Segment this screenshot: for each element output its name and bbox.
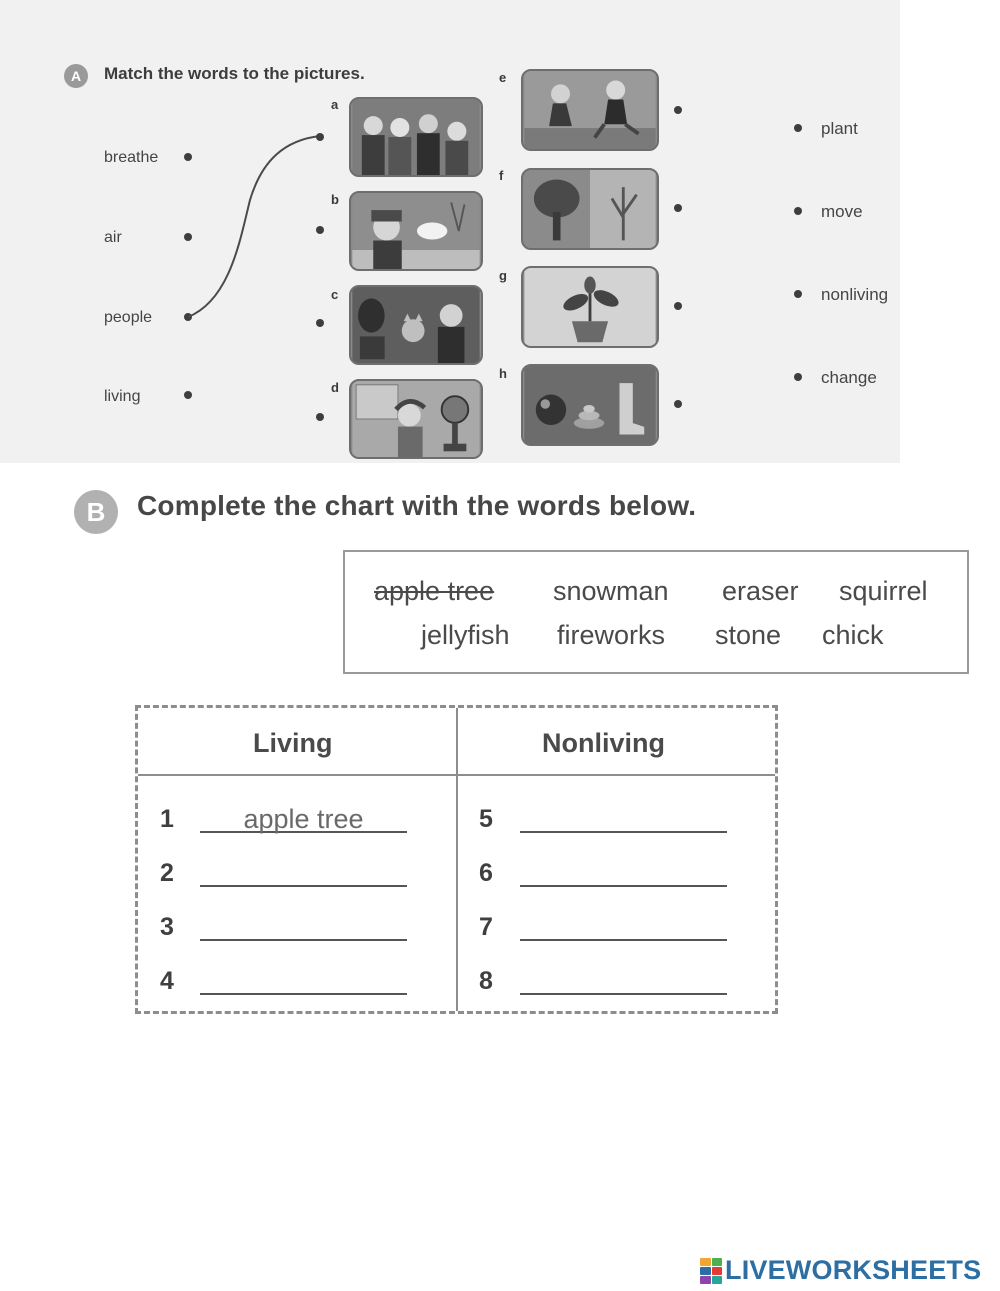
liveworksheets-icon	[700, 1258, 722, 1284]
word-breathe: breathe	[104, 149, 159, 166]
word-bank-item: apple tree	[374, 576, 495, 606]
section-a-title: Match the words to the pictures.	[104, 64, 365, 83]
match-dot-move[interactable]	[794, 207, 802, 215]
word-bank-box	[343, 550, 969, 674]
word-bank-item: eraser	[722, 576, 799, 606]
word-bank-item: jellyfish	[421, 620, 510, 650]
match-dot-f[interactable]	[674, 204, 682, 212]
answer-blank-1[interactable]: apple tree	[200, 807, 407, 833]
answer-blank-8[interactable]	[520, 969, 727, 995]
row-number: 8	[479, 967, 493, 995]
answer-blank-7[interactable]	[520, 915, 727, 941]
row-number: 5	[479, 805, 493, 833]
picture-d-girl-fan	[349, 379, 483, 459]
word-plant: plant	[821, 119, 858, 138]
word-bank-item: snowman	[553, 576, 669, 606]
word-air: air	[104, 229, 122, 246]
picture-label-d: d	[331, 380, 339, 395]
match-dot-c[interactable]	[316, 319, 324, 327]
picture-a-people	[349, 97, 483, 177]
match-dot-h[interactable]	[674, 400, 682, 408]
chart-column-divider	[456, 708, 458, 1011]
section-a-match	[0, 0, 900, 463]
picture-h-ball-stones-boot	[521, 364, 659, 446]
row-number: 2	[160, 859, 174, 887]
row-number: 1	[160, 805, 174, 833]
living-nonliving-chart	[135, 705, 778, 1014]
answer-blank-5[interactable]	[520, 807, 727, 833]
picture-label-c: c	[331, 287, 339, 302]
logo-tile-icon	[712, 1258, 723, 1266]
match-dot-e[interactable]	[674, 106, 682, 114]
word-living: living	[104, 388, 141, 405]
picture-label-f: f	[499, 168, 504, 183]
match-dot-b[interactable]	[316, 226, 324, 234]
liveworksheets-text: LIVEWORKSHEETS	[725, 1255, 982, 1285]
logo-tile-icon	[700, 1267, 711, 1275]
picture-g-potted-plant	[521, 266, 659, 348]
word-move: move	[821, 202, 863, 221]
row-number: 6	[479, 859, 493, 887]
match-dot-plant[interactable]	[794, 124, 802, 132]
row-number: 4	[160, 967, 174, 995]
chart-header-living: Living	[253, 728, 333, 758]
answer-blank-2[interactable]	[200, 861, 407, 887]
section-b-badge: B	[74, 490, 118, 534]
match-dot-nonliving[interactable]	[794, 290, 802, 298]
picture-c-plant-cat-boy	[349, 285, 483, 365]
picture-label-h: h	[499, 366, 507, 381]
section-b-title: Complete the chart with the words below.	[137, 490, 697, 521]
word-bank-item: chick	[822, 620, 884, 650]
logo-tile-icon	[712, 1276, 723, 1284]
answer-blank-4[interactable]	[200, 969, 407, 995]
answer-blank-3[interactable]	[200, 915, 407, 941]
answer-blank-6[interactable]	[520, 861, 727, 887]
word-change: change	[821, 368, 877, 387]
row-number: 3	[160, 913, 174, 941]
match-dot-g[interactable]	[674, 302, 682, 310]
picture-label-e: e	[499, 70, 507, 85]
picture-label-a: a	[331, 97, 339, 112]
picture-b-child-breath-cold	[349, 191, 483, 271]
logo-tile-icon	[712, 1267, 723, 1275]
picture-label-g: g	[499, 268, 507, 283]
picture-label-b: b	[331, 192, 339, 207]
liveworksheets-logo	[700, 1255, 981, 1286]
picture-f-tree-seasons	[521, 168, 659, 250]
chart-header-nonliving: Nonliving	[542, 728, 665, 758]
match-dot-d[interactable]	[316, 413, 324, 421]
row-number: 7	[479, 913, 493, 941]
logo-tile-icon	[700, 1276, 711, 1284]
word-bank-item: squirrel	[839, 576, 928, 606]
picture-e-children-running	[521, 69, 659, 151]
word-bank-item: fireworks	[557, 620, 666, 650]
word-people: people	[104, 309, 153, 326]
match-dot-a[interactable]	[316, 133, 324, 141]
match-dot-change[interactable]	[794, 373, 802, 381]
logo-tile-icon	[700, 1258, 711, 1266]
word-nonliving: nonliving	[821, 285, 889, 304]
section-a-badge: A	[64, 64, 88, 88]
word-bank-item: stone	[715, 620, 782, 650]
